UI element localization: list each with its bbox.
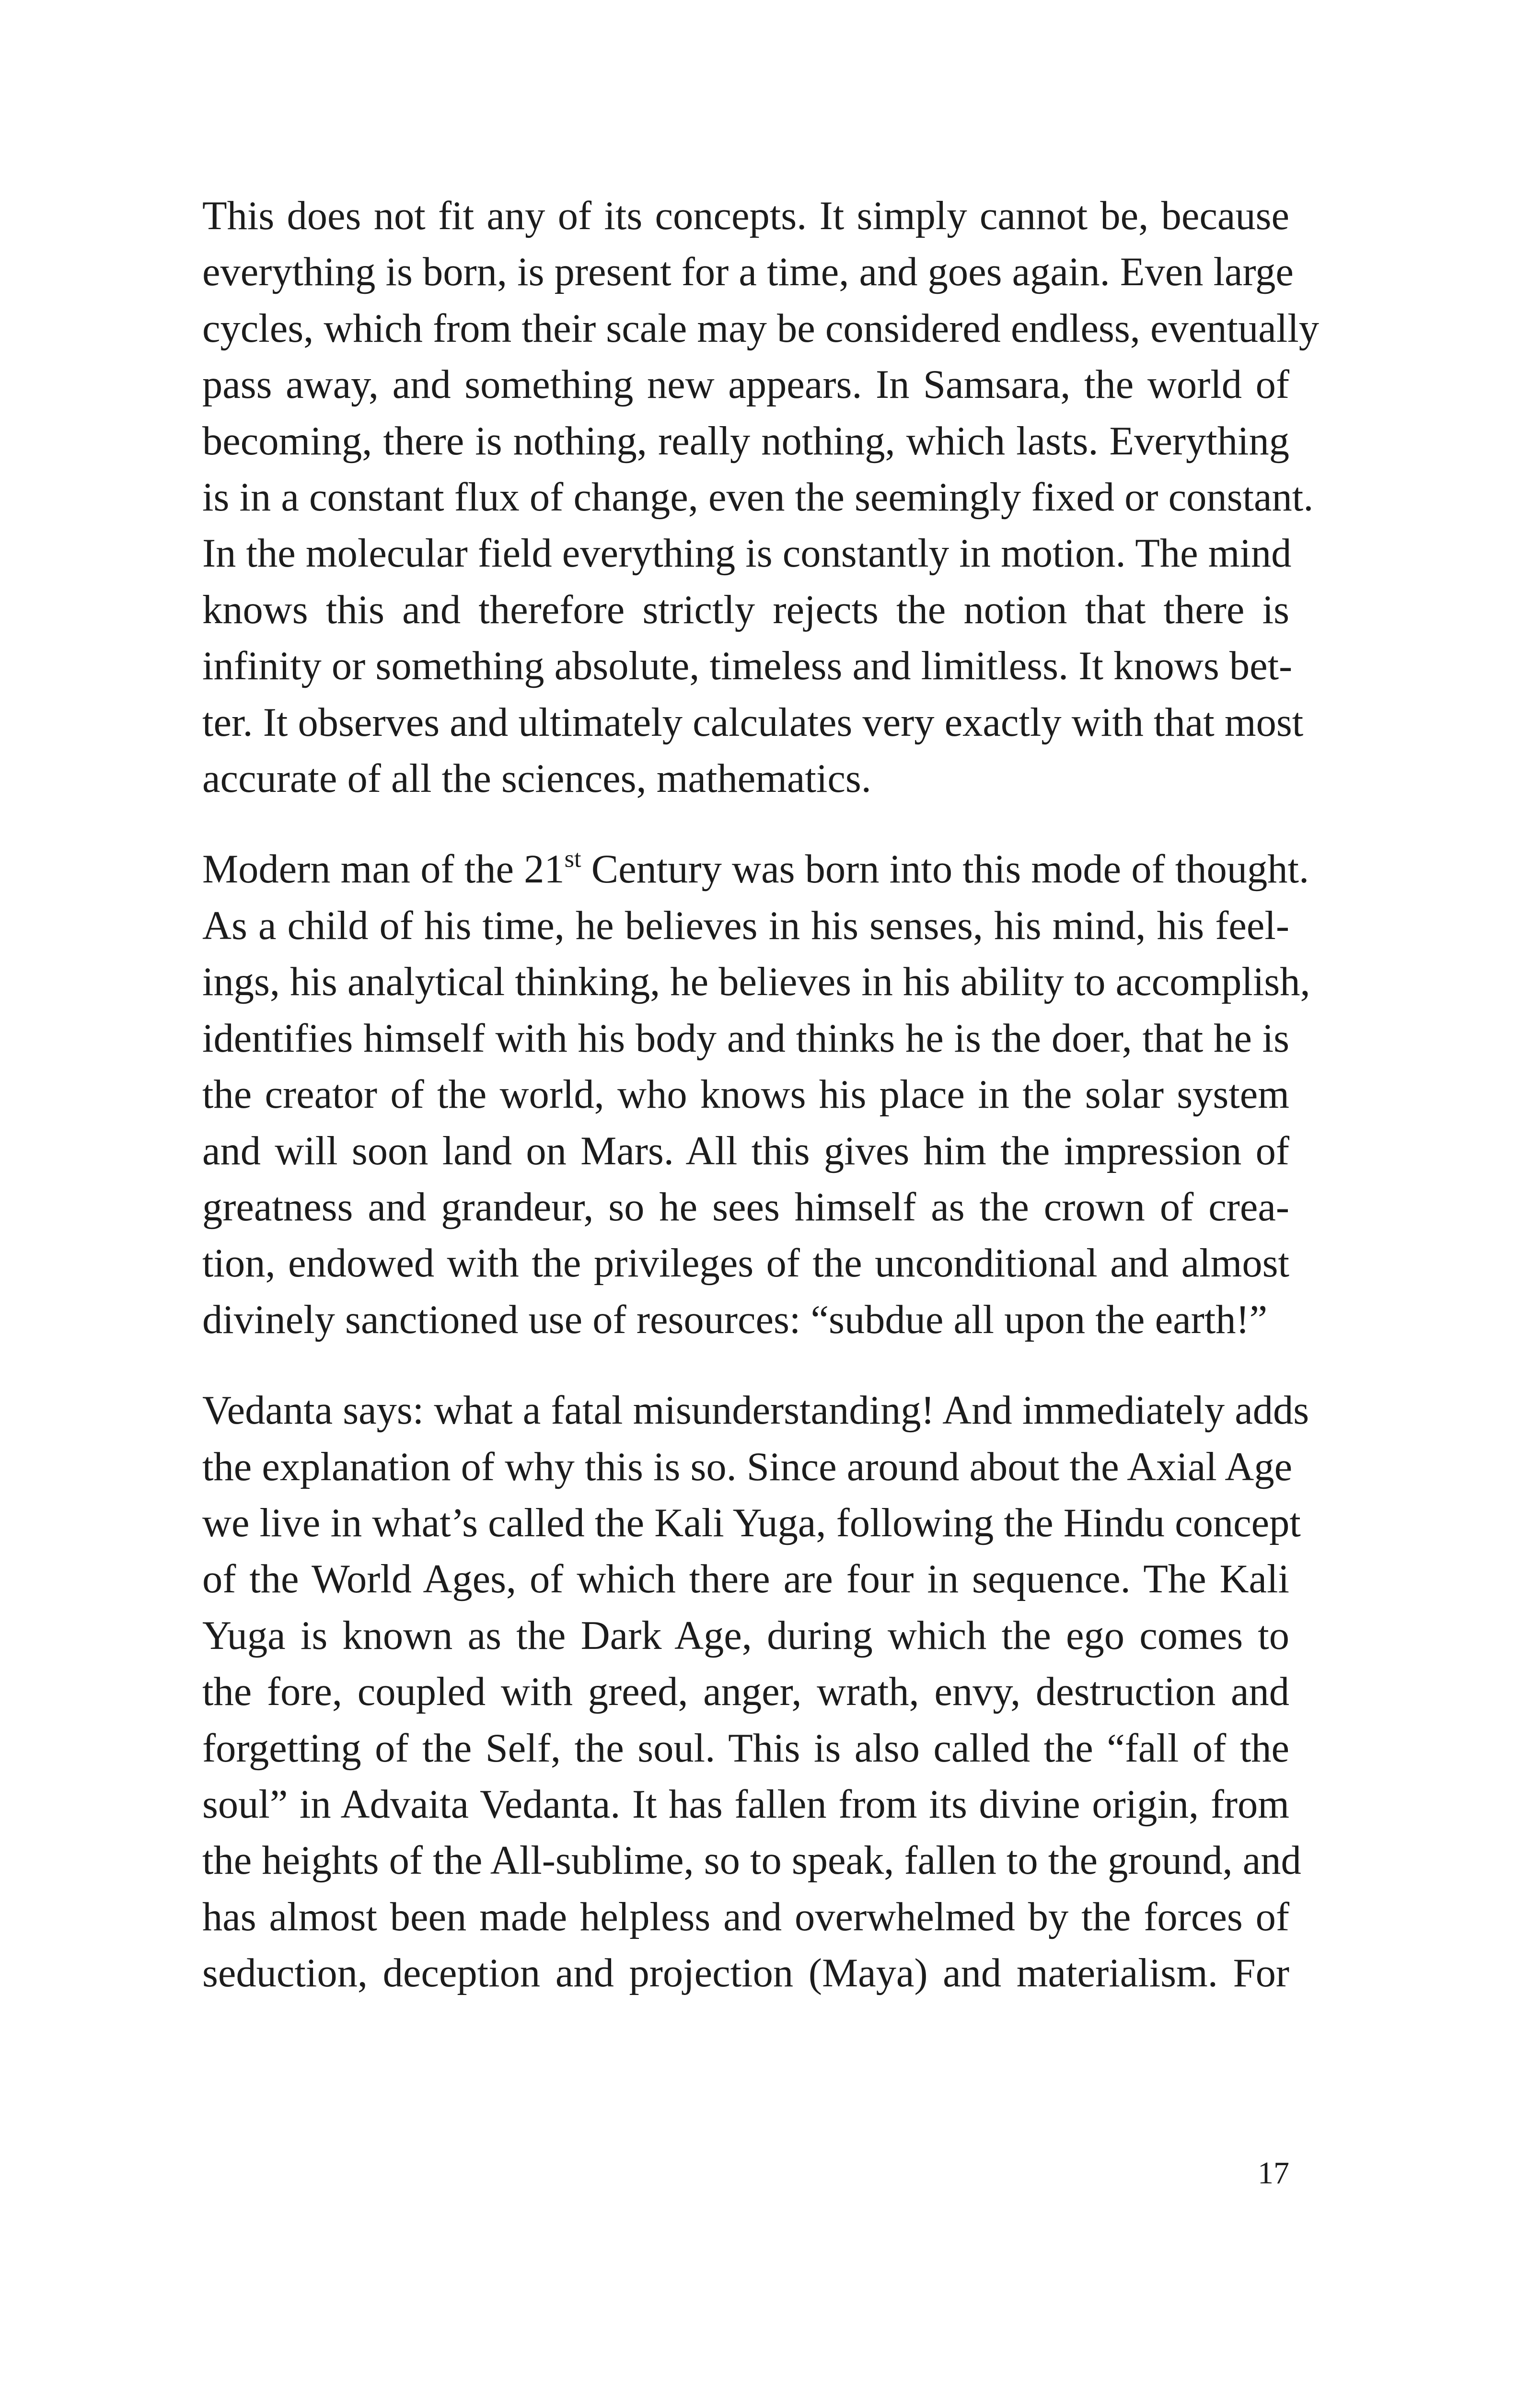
- text-line: ter. It observes and ultimately calculates very exactly with that most: [202, 700, 1304, 745]
- ordinal-suffix: st: [564, 845, 581, 873]
- text-line: divinely sanctioned use of resources: “subdue all upon the earth!”: [202, 1297, 1268, 1342]
- text-line: the fore, coupled with greed, anger, wrath, envy, destruction and: [202, 1670, 1289, 1715]
- text-line: infinity or something absolute, timeless and limitless. It knows bet-: [202, 644, 1293, 689]
- paragraph-1: [202, 188, 1319, 807]
- text-line: has almost been made helpless and overwhelmed by the forces of: [202, 1894, 1289, 1939]
- text-line: As a child of his time, he believes in his senses, his mind, his feel-: [202, 903, 1289, 948]
- text-line: greatness and grandeur, so he sees himself as the crown of crea-: [202, 1184, 1289, 1229]
- text-run: Century was born into this mode of thought.: [581, 847, 1309, 892]
- text-line: accurate of all the sciences, mathematics.: [202, 756, 871, 801]
- text-line: In the molecular field everything is constantly in motion. The mind: [202, 531, 1292, 576]
- text-line: This does not fit any of its concepts. It simply cannot be, because: [202, 194, 1289, 238]
- text-line: pass away, and something new appears. In Samsara, the world of: [202, 362, 1289, 407]
- text-line: of the World Ages, of which there are four in sequence. The Kali: [202, 1557, 1289, 1602]
- text-line: ings, his analytical thinking, he believes in his ability to accomplish,: [202, 960, 1310, 1005]
- text-line: everything is born, is present for a time, and goes again. Even large: [202, 250, 1294, 295]
- text-line: and will soon land on Mars. All this gives him the impression of: [202, 1128, 1289, 1173]
- page-number: 17: [1258, 2156, 1289, 2191]
- text-line: Vedanta says: what a fatal misunderstanding! And immediately adds: [202, 1388, 1309, 1433]
- text-line: cycles, which from their scale may be considered endless, eventually: [202, 306, 1319, 351]
- text-line: identifies himself with his body and thinks he is the doer, that he is: [202, 1016, 1289, 1061]
- text-line: [202, 841, 1309, 897]
- text-line: is in a constant flux of change, even the seemingly fixed or constant.: [202, 475, 1314, 520]
- text-line: soul” in Advaita Vedanta. It has fallen from its divine origin, from: [202, 1782, 1289, 1827]
- body-text: [202, 188, 1319, 2002]
- text-line: becoming, there is nothing, really nothing, which lasts. Everything: [202, 418, 1289, 464]
- text-run: Modern man of the 21: [202, 847, 565, 892]
- text-line: Yuga is known as the Dark Age, during which the ego comes to: [202, 1613, 1289, 1658]
- text-line: the explanation of why this is so. Since around about the Axial Age: [202, 1444, 1293, 1489]
- text-line: the heights of the All-sublime, so to speak, fallen to the ground, and: [202, 1838, 1301, 1883]
- text-line: the creator of the world, who knows his place in the solar system: [202, 1072, 1289, 1117]
- paragraph-2: [202, 841, 1310, 1348]
- text-line: tion, endowed with the privileges of the unconditional and almost: [202, 1241, 1289, 1286]
- text-line: knows this and therefore strictly rejects the notion that there is: [202, 587, 1289, 632]
- text-line: we live in what’s called the Kali Yuga, following the Hindu concept: [202, 1500, 1301, 1545]
- text-line: forgetting of the Self, the soul. This is also called the “fall of the: [202, 1726, 1289, 1771]
- text-line: seduction, deception and projection (Maya) and materialism. For: [202, 1951, 1289, 1996]
- paragraph-3: [202, 1382, 1309, 2001]
